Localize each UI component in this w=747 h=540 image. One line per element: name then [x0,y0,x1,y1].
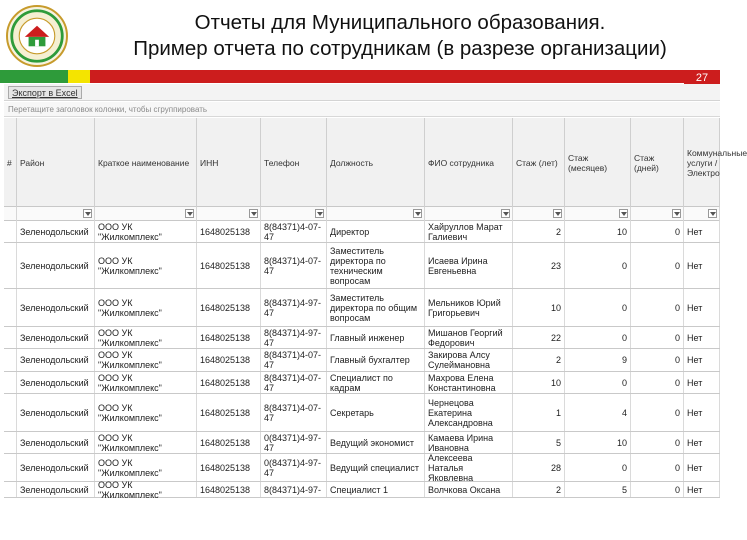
report-app [4,84,747,522]
col-org-short-name-value: ООО УК "Жилкомплекс" [98,327,162,348]
page-number: 27 [684,70,720,89]
col-utilities-value: Нет [687,484,703,495]
col-experience-days-cell [631,289,684,326]
col-utilities-value: Нет [687,462,703,473]
col-phone-cell [261,394,327,431]
col-phone-value: 8(84371)4-07-47 [264,255,322,276]
col-utilities-cell [684,394,720,431]
col-experience-years-cell [513,432,565,453]
col-district-value: Зеленодольский [20,355,89,365]
grid-filter-row [4,207,720,221]
col-experience-years-cell [513,289,565,326]
col-inn-cell [197,372,261,393]
col-district-value: Зеленодольский [20,226,89,237]
col-experience-days-value: 0 [674,377,680,388]
col-experience-days-header[interactable] [631,118,684,207]
col-experience-days-value: 0 [674,484,680,495]
table-row[interactable] [4,327,720,349]
col-employee-name-value: Махрова Елена Константиновна [428,372,496,393]
col-org-short-name-value: ООО УК "Жилкомплекс" [98,255,162,276]
col-number-header-label: # [7,157,12,168]
col-employee-name-value: Мишанов Георгий Федорович [428,327,503,348]
col-org-short-name-value: ООО УК "Жилкомплекс" [98,432,162,453]
col-district-value: Зеленодольский [20,302,89,313]
col-experience-years-header-label: Стаж (лет) [516,157,558,168]
col-experience-months-value: 5 [621,484,627,495]
col-experience-days-cell [631,372,684,393]
col-number-cell [4,394,17,431]
col-experience-years-cell [513,221,565,242]
col-experience-years-cell [513,482,565,497]
col-org-short-name-value: ООО УК "Жилкомплекс" [98,402,162,423]
table-row[interactable] [4,221,720,243]
col-inn-cell [197,454,261,481]
col-utilities-value: Нет [687,260,703,271]
col-experience-days-header-label: Стаж (дней) [634,152,659,173]
col-experience-months-value: 4 [621,407,627,418]
col-experience-days-value: 0 [674,355,680,365]
col-inn-cell [197,349,261,371]
col-experience-years-cell [513,349,565,371]
col-experience-days-value: 0 [674,437,680,448]
col-number-cell [4,372,17,393]
col-inn-value: 1648025138 [200,437,251,448]
col-org-short-name-value: ООО УК "Жилкомплекс" [98,297,162,318]
col-position-value: Секретарь [330,407,374,418]
col-inn-cell [197,243,261,288]
slide-title-line-2: Пример отчета по сотрудникам (в разрезе организации) [133,37,667,60]
col-utilities-cell [684,243,720,288]
col-position-cell [327,454,425,481]
slide-header [0,0,720,70]
col-employee-name-cell [425,432,513,453]
col-inn-cell [197,432,261,453]
col-position-cell [327,221,425,242]
col-org-short-name-cell [95,454,197,481]
col-org-short-name-cell [95,327,197,348]
col-employee-name-header-label: ФИО сотрудника [428,157,494,168]
col-experience-months-filter[interactable] [565,207,631,221]
col-position-cell [327,243,425,288]
table-row[interactable] [4,394,720,432]
col-phone-cell [261,432,327,453]
col-employee-name-cell [425,454,513,481]
col-utilities-value: Нет [687,332,703,343]
col-utilities-cell [684,372,720,393]
table-row[interactable] [4,372,720,394]
col-experience-years-header[interactable] [513,118,565,207]
col-utilities-value: Нет [687,437,703,448]
col-inn-value: 1648025138 [200,484,251,495]
col-district-cell [17,327,95,348]
col-experience-days-cell [631,327,684,348]
col-position-filter[interactable] [327,207,425,221]
col-position-cell [327,372,425,393]
col-district-value: Зеленодольский [20,407,89,418]
col-position-cell [327,432,425,453]
col-phone-value: 8(84371)4-07-47 [264,372,322,393]
table-row[interactable] [4,454,720,482]
col-employee-name-value: Чернецова Екатерина Александровна [428,397,493,428]
col-number-filter[interactable] [4,207,17,221]
col-number-cell [4,327,17,348]
col-org-short-name-cell [95,349,197,371]
col-experience-days-value: 0 [674,332,680,343]
col-org-short-name-cell [95,221,197,242]
col-district-value: Зеленодольский [20,260,89,271]
col-experience-days-value: 0 [674,226,680,237]
col-experience-years-value: 2 [555,226,561,237]
col-inn-filter[interactable] [197,207,261,221]
col-district-value: Зеленодольский [20,462,89,473]
col-district-cell [17,482,95,497]
col-position-cell [327,482,425,497]
col-phone-value: 8(84371)4-07-47 [264,350,322,370]
col-inn-cell [197,327,261,348]
col-experience-days-filter[interactable] [631,207,684,221]
col-employee-name-cell [425,221,513,242]
col-utilities-cell [684,221,720,242]
filter-dropdown-icon[interactable] [708,209,717,218]
col-utilities-value: Нет [687,226,703,237]
slide-title [80,10,720,62]
col-experience-months-value: 9 [621,355,627,365]
filter-dropdown-icon[interactable] [672,209,681,218]
col-experience-months-value: 0 [621,462,627,473]
col-utilities-header[interactable] [684,118,747,207]
col-position-value: Главный инженер [330,332,405,343]
col-experience-years-value: 28 [550,462,561,473]
filter-dropdown-icon[interactable] [185,209,194,218]
col-experience-days-cell [631,243,684,288]
toolbar [4,84,720,101]
col-org-short-name-header-label: Краткое наименование [98,157,190,168]
col-experience-years-value: 10 [550,377,561,388]
col-employee-name-filter[interactable] [425,207,513,221]
col-experience-days-cell [631,432,684,453]
col-number-cell [4,482,17,497]
col-phone-cell [261,243,327,288]
col-district-cell [17,394,95,431]
filter-dropdown-icon[interactable] [553,209,562,218]
col-phone-value: 8(84371)4-97- [264,484,322,495]
col-experience-days-cell [631,482,684,497]
col-experience-months-cell [565,243,631,288]
col-inn-cell [197,482,261,497]
col-district-cell [17,454,95,481]
col-experience-days-cell [631,394,684,431]
col-position-header[interactable] [327,118,425,207]
col-utilities-value: Нет [687,302,703,313]
stripe-yellow [68,70,90,83]
col-district-cell [17,221,95,242]
col-experience-days-value: 0 [674,462,680,473]
col-experience-months-value: 0 [621,260,627,271]
col-experience-days-cell [631,454,684,481]
color-stripe [0,70,720,83]
col-experience-months-header-label: Стаж (месяцев) [568,152,608,173]
col-utilities-cell [684,349,720,371]
col-experience-months-cell [565,289,631,326]
col-inn-header-label: ИНН [200,157,219,168]
col-phone-header[interactable] [261,118,327,207]
col-org-short-name-cell [95,243,197,288]
col-experience-months-value: 0 [621,377,627,388]
col-org-short-name-value: ООО УК "Жилкомплекс" [98,350,162,370]
col-inn-value: 1648025138 [200,226,251,237]
col-experience-months-cell [565,349,631,371]
col-experience-months-value: 10 [616,226,627,237]
grid-header-row [4,118,747,207]
col-experience-years-value: 2 [555,484,561,495]
filter-dropdown-icon[interactable] [249,209,258,218]
col-inn-cell [197,221,261,242]
col-experience-days-value: 0 [674,407,680,418]
col-position-value: Специалист 1 [330,484,388,495]
table-row[interactable] [4,479,720,500]
col-experience-months-value: 0 [621,332,627,343]
col-position-value: Ведущий экономист [330,437,414,448]
col-number-header[interactable] [4,118,17,207]
col-phone-value: 8(84371)4-07-47 [264,402,322,423]
col-district-value: Зеленодольский [20,437,89,448]
col-experience-years-cell [513,243,565,288]
col-phone-value: 8(84371)4-97-47 [264,327,322,348]
col-org-short-name-cell [95,289,197,326]
col-experience-years-value: 1 [555,407,561,418]
col-utilities-filter[interactable] [684,207,720,221]
col-employee-name-cell [425,349,513,371]
col-inn-value: 1648025138 [200,302,251,313]
col-inn-value: 1648025138 [200,355,251,365]
col-employee-name-value: Мельников Юрий Григорьевич [428,297,501,318]
col-district-cell [17,432,95,453]
col-experience-years-cell [513,454,565,481]
col-utilities-header-label: Коммунальные услуги / Электро [687,147,747,178]
col-district-cell [17,349,95,371]
group-by-panel[interactable]: Перетащите заголовок колонки, чтобы сгруппировать [4,102,720,117]
col-utilities-cell [684,432,720,453]
col-district-header-label: Район [20,157,45,168]
col-phone-cell [261,454,327,481]
col-position-value: Заместитель директора по общим вопросам [330,292,418,323]
col-phone-value: 8(84371)4-07-47 [264,221,322,242]
col-inn-value: 1648025138 [200,332,251,343]
col-position-value: Главный бухгалтер [330,355,410,365]
col-district-value: Зеленодольский [20,484,89,495]
col-district-value: Зеленодольский [20,332,89,343]
col-district-cell [17,372,95,393]
col-utilities-value: Нет [687,377,703,388]
col-experience-months-cell [565,482,631,497]
col-phone-cell [261,327,327,348]
col-number-cell [4,349,17,371]
col-inn-header[interactable] [197,118,261,207]
col-phone-header-label: Телефон [264,157,300,168]
col-employee-name-cell [425,243,513,288]
col-experience-days-value: 0 [674,260,680,271]
table-row[interactable] [4,432,720,454]
col-employee-name-cell [425,372,513,393]
col-number-cell [4,243,17,288]
col-phone-value: 0(84371)4-97-47 [264,457,322,478]
col-experience-years-cell [513,394,565,431]
col-employee-name-cell [425,289,513,326]
col-org-short-name-cell [95,479,197,500]
col-experience-years-filter[interactable] [513,207,565,221]
col-district-filter[interactable] [17,207,95,221]
col-employee-name-cell [425,482,513,497]
col-inn-cell [197,289,261,326]
col-experience-years-value: 22 [550,332,561,343]
col-employee-name-value: Волчкова Оксана [428,484,501,495]
filter-dropdown-icon[interactable] [619,209,628,218]
filter-dropdown-icon[interactable] [501,209,510,218]
col-org-short-name-cell [95,372,197,393]
col-position-cell [327,394,425,431]
col-experience-months-cell [565,327,631,348]
table-row[interactable] [4,243,720,289]
col-district-value: Зеленодольский [20,377,89,388]
col-employee-name-header[interactable] [425,118,513,207]
col-number-cell [4,454,17,481]
col-position-cell [327,327,425,348]
col-experience-months-cell [565,432,631,453]
stripe-green [0,70,68,83]
col-number-cell [4,221,17,242]
col-experience-years-value: 10 [550,302,561,313]
col-district-cell [17,289,95,326]
col-utilities-cell [684,327,720,348]
col-employee-name-value: Алексеева Наталья Яковлевна [428,452,474,483]
col-employee-name-cell [425,327,513,348]
table-row[interactable] [4,349,720,372]
col-phone-cell [261,372,327,393]
table-row[interactable] [4,289,720,327]
col-phone-value: 0(84371)4-97-47 [264,432,322,453]
col-employee-name-value: Закирова Алсу Сулеймановна [428,350,491,370]
col-position-value: Директор [330,226,370,237]
col-experience-months-cell [565,454,631,481]
col-experience-years-value: 5 [555,437,561,448]
col-district-cell [17,243,95,288]
col-number-cell [4,432,17,453]
col-experience-months-cell [565,394,631,431]
col-position-value: Специалист по кадрам [330,372,393,393]
col-position-value: Заместитель директора по техническим вопросам [330,245,386,286]
col-number-cell [4,289,17,326]
export-excel-button[interactable]: Экспорт в Excel [8,86,82,99]
col-phone-cell [261,482,327,497]
col-utilities-cell [684,454,720,481]
col-position-header-label: Должность [330,157,374,168]
col-inn-value: 1648025138 [200,462,251,473]
col-employee-name-value: Камаева Ирина Ивановна [428,432,494,453]
col-experience-days-value: 0 [674,302,680,313]
col-org-short-name-header[interactable] [95,118,197,207]
col-position-cell [327,349,425,371]
col-org-short-name-value: ООО УК "Жилкомплекс" [98,221,162,242]
col-experience-months-header[interactable] [565,118,631,207]
col-org-short-name-value: ООО УК "Жилкомплекс" [98,372,162,393]
col-utilities-cell [684,482,720,497]
col-phone-cell [261,221,327,242]
col-phone-filter[interactable] [261,207,327,221]
stripe-red [90,70,720,83]
col-district-header[interactable] [17,118,95,207]
col-employee-name-value: Исаева Ирина Евгеньевна [428,255,488,276]
col-utilities-value: Нет [687,355,703,365]
col-experience-months-cell [565,221,631,242]
col-utilities-cell [684,289,720,326]
col-experience-days-cell [631,221,684,242]
col-phone-value: 8(84371)4-97-47 [264,297,322,318]
col-experience-months-value: 0 [621,302,627,313]
filter-dropdown-icon[interactable] [315,209,324,218]
col-inn-value: 1648025138 [200,407,251,418]
col-employee-name-value: Хайруллов Марат Галиевич [428,221,503,242]
col-inn-value: 1648025138 [200,377,251,388]
col-experience-months-cell [565,372,631,393]
col-phone-cell [261,349,327,371]
col-inn-value: 1648025138 [200,260,251,271]
col-employee-name-cell [425,394,513,431]
col-org-short-name-value: ООО УК "Жилкомплекс" [98,457,162,478]
col-experience-days-cell [631,349,684,371]
col-experience-years-value: 2 [555,355,561,365]
col-org-short-name-cell [95,432,197,453]
col-org-short-name-cell [95,394,197,431]
col-inn-cell [197,394,261,431]
filter-dropdown-icon[interactable] [83,209,92,218]
col-experience-months-value: 10 [616,437,627,448]
col-position-value: Ведущий специалист [330,462,419,473]
col-org-short-name-filter[interactable] [95,207,197,221]
filter-dropdown-icon[interactable] [413,209,422,218]
col-phone-cell [261,289,327,326]
col-position-cell [327,289,425,326]
col-org-short-name-value: ООО УК "Жилкомплекс" [98,479,162,500]
col-experience-years-cell [513,327,565,348]
slide-title-line-1: Отчеты для Муниципального образования. [194,11,606,34]
col-experience-years-cell [513,372,565,393]
col-experience-years-value: 23 [550,260,561,271]
municipal-emblem-logo [6,5,68,67]
col-utilities-value: Нет [687,407,703,418]
